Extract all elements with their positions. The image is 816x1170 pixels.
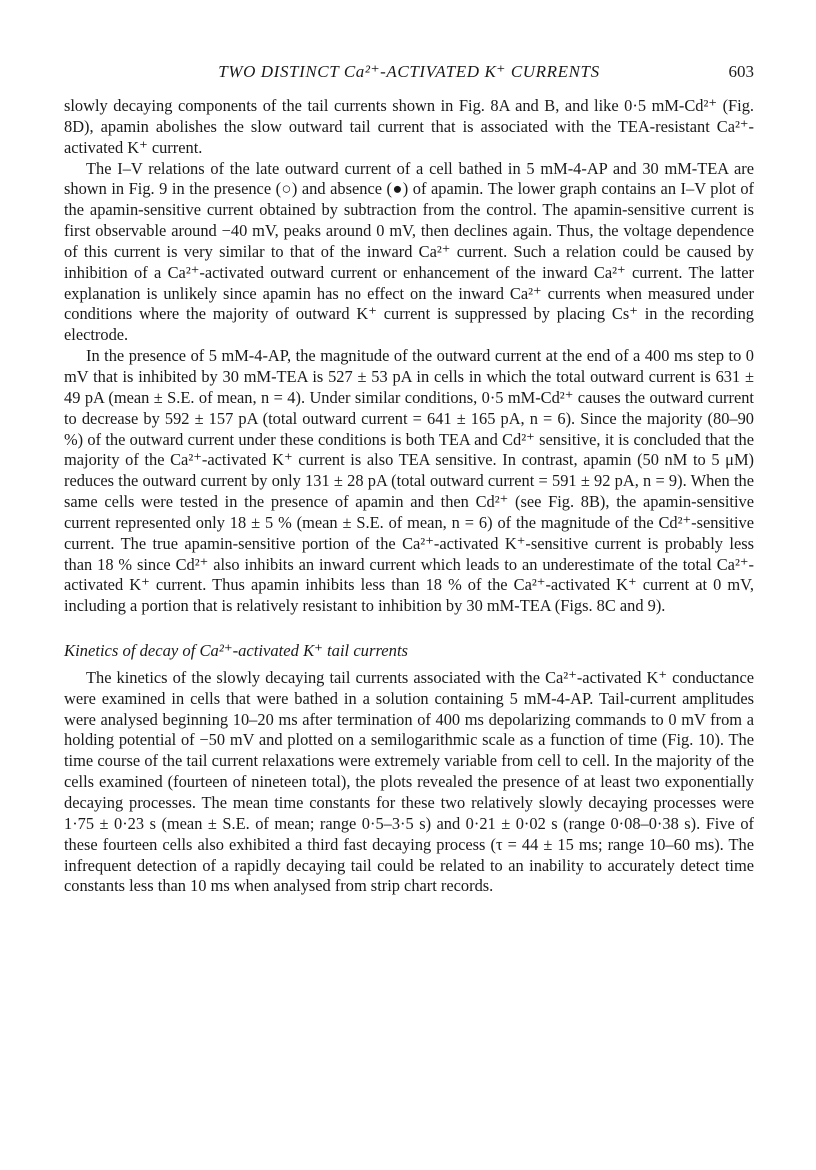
paragraph-outward-current: In the presence of 5 mM-4-AP, the magnitude of the outward current at the end of a 400 ms step to 0 mV that is inhibited by 30 mM-TEA is 527 ± 53 pA in cells in which the total outward current is 631 ± 49 pA (mean ± S.E. of mean, n = 4). Under similar conditions, 0·5 mM-Cd²⁺ causes the outward current to decrease by 592 ± 157 pA (total outward current = 641 ± 165 pA, n = 6). Since the majority (80–90 %) of the outward current under these conditions is both TEA and Cd²⁺ sensitive, it is concluded that the majority of the Ca²⁺-activated K⁺ current is also TEA sensitive. In contrast, apamin (50 nM to 5 μM) reduces the outward current by only 131 ± 28 pA (total outward current = 591 ± 92 pA, n = 9). When the same cells were tested in the presence of apamin and then Cd²⁺ (see Fig. 8B), the apamin-sensitive current represented only 18 ± 5 % (mean ± S.E. of mean, n = 6) of the magnitude of the Cd²⁺-sensitive current. The true apamin-sensitive portion of the Ca²⁺-activated K⁺-sensitive current is probably less than 18 % since Cd²⁺ also inhibits an inward current which leads to an underestimate of the total Ca²⁺-activated K⁺ current. Thus apamin inhibits less than 18 % of the Ca²⁺-activated K⁺ current at 0 mV, including a portion that is relatively resistant to inhibition by 30 mM-TEA (Figs. 8C and 9).: [64, 346, 754, 616]
page-header: [64, 62, 754, 88]
running-title: TWO DISTINCT Ca²⁺-ACTIVATED K⁺ CURRENTS: [218, 62, 600, 81]
section-heading: Kinetics of decay of Ca²⁺-activated K⁺ tail currents: [64, 641, 409, 661]
page-number: 603: [728, 62, 754, 81]
paragraph-continued: slowly decaying components of the tail currents shown in Fig. 8A and B, and like 0·5 mM-Cd²⁺ (Fig. 8D), apamin abolishes the slow outward tail current that is associated with the TEA-resistant Ca²⁺-activated K⁺ current.: [64, 96, 754, 157]
paragraph-kinetics: The kinetics of the slowly decaying tail currents associated with the Ca²⁺-activated K⁺ conductance were examined in cells that were bathed in a solution containing 5 mM-4-AP. Tail-current amplitudes were analysed beginning 10–20 ms after termination of 400 ms depolarizing commands to 0 mV from a holding potential of −50 mV and plotted on a semilogarithmic scale as a function of time (Fig. 10). The time course of the tail current relaxations were extremely variable from cell to cell. In the majority of the cells examined (fourteen of nineteen total), the plots revealed the presence of at least two exponentially decaying processes. The mean time constants for these two relatively slowly decaying processes were 1·75 ± 0·23 s (mean ± S.E. of mean; range 0·5–3·5 s) and 0·21 ± 0·02 s (range 0·08–0·38 s). Five of these fourteen cells also exhibited a third fast decaying process (τ = 44 ± 15 ms; range 10–60 ms). The infrequent detection of a rapidly decaying tail could be related to an inability to accurately detect time constants less than 10 ms when analysed from strip chart records.: [64, 667, 754, 896]
article-body: [64, 96, 754, 897]
paragraph-iv-relations: The I–V relations of the late outward current of a cell bathed in 5 mM-4-AP and 30 mM-TEA are shown in Fig. 9 in the presence (○) and absence (●) of apamin. The lower graph contains an I–V plot of the apamin-sensitive current obtained by subtraction from the control. The apamin-sensitive current is first observable around −40 mV, peaks around 0 mV, then declines again. Thus, the voltage dependence of this current is very similar to that of the inward Ca²⁺ current. Such a relation could be caused by inhibition of a Ca²⁺-activated outward current or enhancement of the inward Ca²⁺ current. The latter explanation is unlikely since apamin has no effect on the inward Ca²⁺ currents when measured under conditions where the majority of outward K⁺ current is suppressed by placing Cs⁺ in the recording electrode.: [64, 158, 754, 345]
